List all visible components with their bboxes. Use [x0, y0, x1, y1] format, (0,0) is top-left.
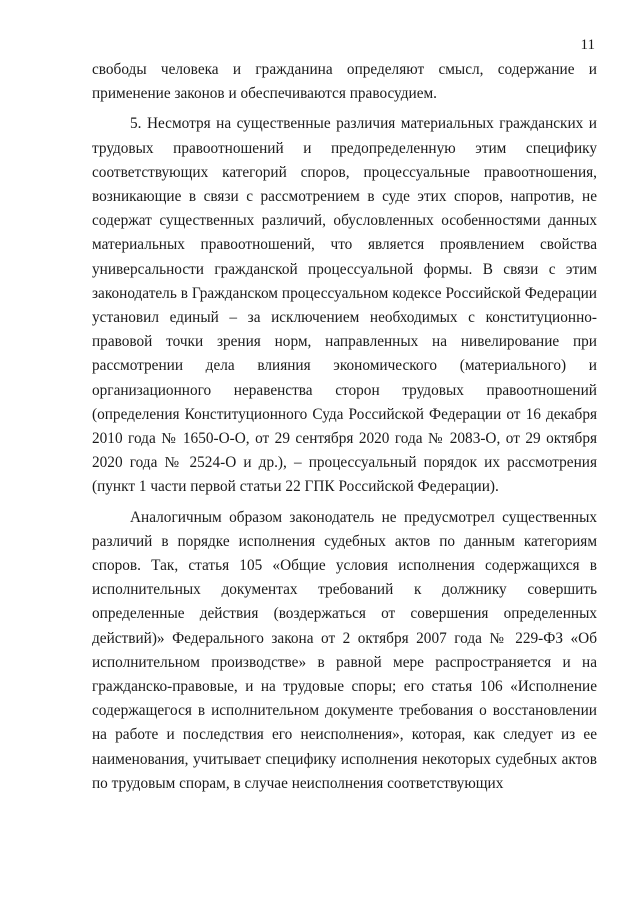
paragraph-enforcement: Аналогичным образом законодатель не предусмотрел существенных различий в порядке исполнения судебных актов по данным категориям споров. Так, статья 105 «Общие условия исполнения содержащихся в исполнительных документах требований к должнику совершить определенные действия (воздержаться от совершения определенных действий)» Федерального закона от 2 октября 2007 года № 229-ФЗ «Об исполнительном производстве» в равной мере распространяется и на гражданско-правовые, и на трудовые споры; его статья 106 «Исполнение содержащегося в исполнительном документе требования о восстановлении на работе и последствия его неисполнения», которая, как следует из ее наименования, учитывает специфику исполнения некоторых судебных актов по трудовым спорам, в случае неисполнения соответствующих: [92, 508, 597, 792]
document-body: [92, 58, 597, 802]
page-number: 11: [580, 37, 595, 53]
paragraph-point-5: 5. Несмотря на существенные различия материальных гражданских и трудовых правоотношений и предопределенную этим специфику соответствующих категорий споров, процессуальные правоотношения, возникающие в связи с рассмотрением в суде этих споров, напротив, не содержат существенных различий, обусловленных особенностями данных материальных правоотношений, что является проявлением свойства универсальности гражданской процессуальной формы. В связи с этим законодатель в Гражданском процессуальном кодексе Российской Федерации установил единый – за исключением необходимых с конституционно-правовой точки зрения норм, направленных на нивелирование при рассмотрении дела влияния экономического (материального) и организационного неравенства сторон трудовых правоотношений (определения Конституционного Суда Российской Федерации от 16 декабря 2010 года № 1650-О-О, от 29 сентября 2020 года № 2083-О, от 29 октября 2020 года № 2524-О и др.), – процессуальный порядок их рассмотрения (пункт 1 части первой статьи 22 ГПК Российской Федерации).: [92, 115, 597, 496]
paragraph-continuation: свободы человека и гражданина определяют смысл, содержание и применение законов и обеспечиваются правосудием.: [92, 61, 597, 103]
